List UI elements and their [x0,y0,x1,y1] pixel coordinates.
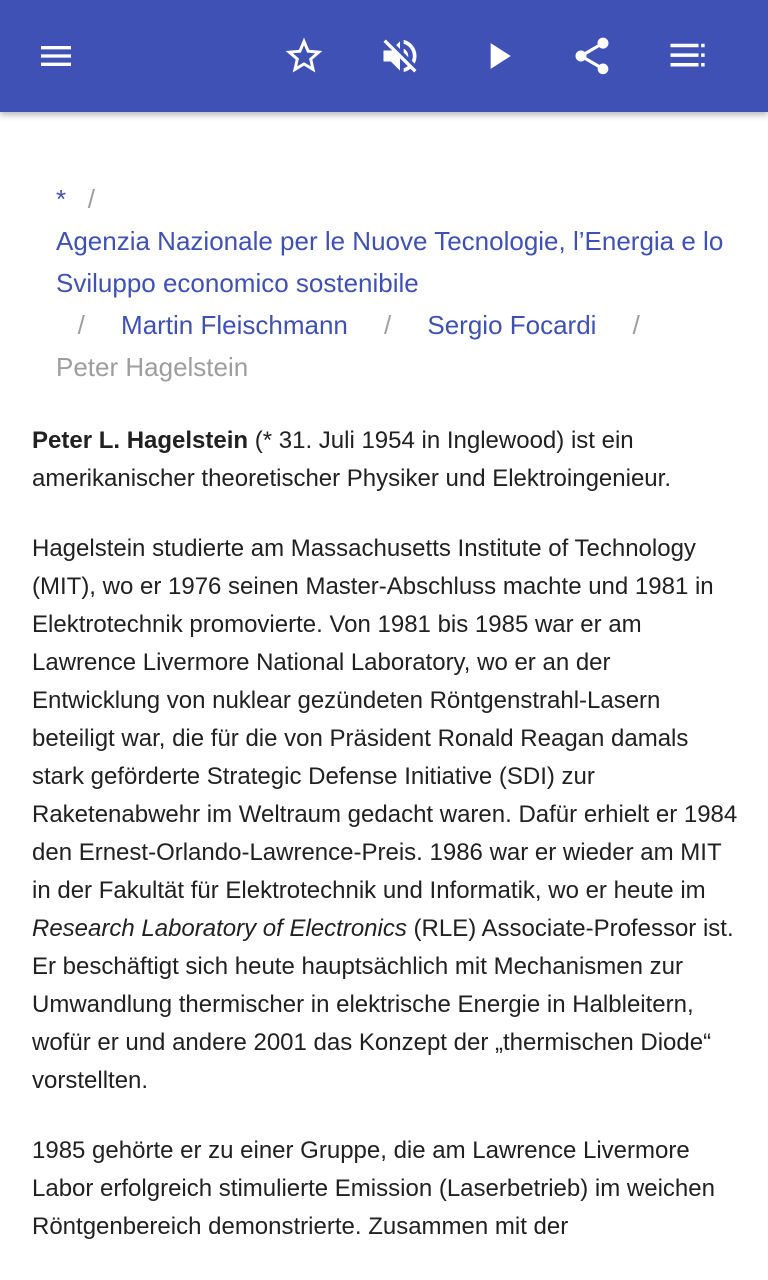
paragraph-career [32,530,740,1100]
article-content [0,112,768,1280]
article-subject: Peter L. Hagelstein [32,427,249,454]
volume-off-icon [378,34,422,78]
app-bar [0,0,768,112]
paragraph-text: Hagelstein studierte am Massachusetts Institute of Technology (MIT), wo er 1976 seinen Master-Abschluss machte und 1981 in Elektrotechnik promovierte. Von 1981 bis 1985 war er am Lawrence Livermore National Laboratory, wo er an der Entwicklung von nuklear gezündeten Röntgenstrahl-Lasern beteiligt war, die für die von Präsident Ronald Reagan damals stark geförderte Strategic Defense Initiative (SDI) zur Raketenabwehr im Weltraum gedacht waren. Dafür erhielt er 1984 den Ernest-Orlando-Lawrence-Preis. 1986 war er wieder am MIT in der Fakultät für Elektrotechnik und Informatik, wo er heute im [32,535,738,904]
lab-name: Research Laboratory of Electronics [32,915,407,942]
breadcrumb-item-focardi[interactable]: Sergio Focardi [427,310,597,340]
article-body [32,422,740,1278]
breadcrumb-separator: / [87,184,96,214]
favorite-button[interactable] [276,28,332,84]
breadcrumb-separator: / [77,310,85,340]
breadcrumb-current: Peter Hagelstein [56,352,249,382]
star-outline-icon [282,34,326,78]
list-icon [667,35,709,77]
play-button[interactable] [470,28,526,84]
hamburger-menu-icon [36,36,76,76]
breadcrumb-separator: / [384,310,392,340]
breadcrumb-item-enea[interactable]: Agenzia Nazionale per le Nuove Tecnologie, l’Energia e lo Sviluppo economico sostenibile [56,226,724,298]
breadcrumb [56,178,726,388]
breadcrumb-home[interactable]: * [56,184,67,214]
paragraph-laser: 1985 gehörte er zu einer Gruppe, die am Lawrence Livermore Labor erfolgreich stimulierte Emission (Laserbetrieb) im weichen Röntgenbereich demonstrierte. Zusammen mit der [32,1137,715,1240]
toc-button[interactable] [660,28,716,84]
paragraph-text: (RLE) Associate-Professor ist. Er beschäftigt sich heute hauptsächlich mit Mechanismen zur Umwandlung thermischer in elektrische Energie in Halbleitern, wofür er und andere 2001 das Konzept der „thermischen Diode“ vorstellten. [32,915,734,1094]
play-icon [476,34,520,78]
share-button[interactable] [564,28,620,84]
breadcrumb-separator: / [632,310,640,340]
mute-button[interactable] [372,28,428,84]
menu-button[interactable] [28,28,84,84]
breadcrumb-item-fleischmann[interactable]: Martin Fleischmann [121,310,348,340]
share-icon [570,34,614,78]
paragraph-intro [32,422,740,498]
paragraph-text: (* 31. Juli 1954 in Inglewood) ist ein amerikanischer theoretischer Physiker und Elektroingenieur. [32,427,671,492]
